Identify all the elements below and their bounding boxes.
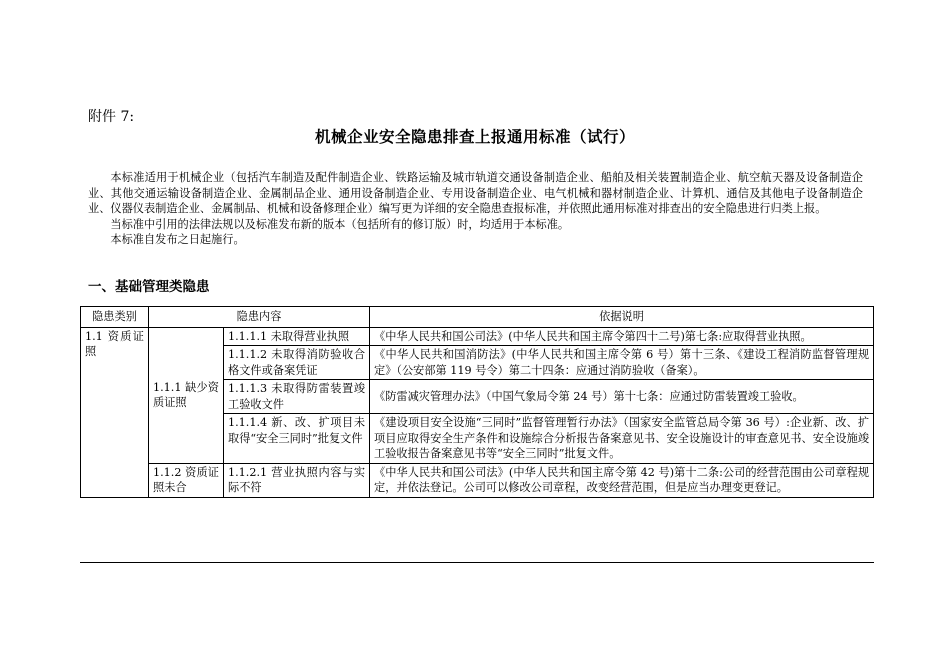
table-header-row bbox=[81, 307, 874, 328]
page-cut-mask bbox=[80, 562, 873, 672]
subcategory-cell: 1.1.1 缺少资质证照 bbox=[149, 327, 224, 463]
item-cell: 1.1.1.4 新、改、扩项目未取得“安全三同时”批复文件 bbox=[224, 414, 370, 464]
basis-cell: 《防雷减灾管理办法》（中国气象局令第 24 号）第十七条：应通过防雷装置竣工验收。 bbox=[370, 380, 874, 414]
table-row bbox=[81, 327, 874, 346]
table-bottom-border bbox=[80, 562, 874, 563]
intro-paragraph: 本标准适用于机械企业（包括汽车制造及配件制造企业、铁路运输及城市轨道交通设备制造企业、船舶及相关装置制造企业、航空航天器及设备制造企业、其他交通运输设备制造企业、金属制品企业、通用设备制造企业、专用设备制造企业、电气机械和器材制造企业、计算机、通信及其他电子设备制造企业、仪器仪表制造企业、金属制品、机械和设备修理企业）编写更为详细的安全隐患查报标准，并依照此通用标准对排查出的安全隐患进行归类上报。 bbox=[88, 171, 863, 215]
header-basis: 依据说明 bbox=[370, 307, 874, 328]
header-content: 隐患内容 bbox=[149, 307, 370, 328]
item-cell: 1.1.1.3 未取得防雷装置竣工验收文件 bbox=[224, 380, 370, 414]
document-title: 机械企业安全隐患排查上报通用标准（试行） bbox=[314, 128, 635, 146]
intro-paragraph: 本标准自发布之日起施行。 bbox=[110, 233, 245, 246]
hazard-standard-table bbox=[80, 306, 874, 498]
item-cell: 1.1.2.1 营业执照内容与实际不符 bbox=[224, 463, 370, 497]
item-cell: 1.1.1.1 未取得营业执照 bbox=[224, 327, 370, 346]
basis-cell: 《建设项目安全设施“三同时”监督管理暂行办法》（国家安全监管总局令第 36 号）:企业新、改、扩项目应取得安全生产条件和设施综合分析报告备案意见书、安全设施设计的审查意见书、安全设施竣工验收报告备案意见书等“安全三同时”批复文件。 bbox=[370, 414, 874, 464]
item-cell: 1.1.1.2 未取得消防验收合格文件或备案凭证 bbox=[224, 346, 370, 380]
category-cell: 1.1 资质证照 bbox=[81, 327, 149, 497]
basis-cell: 《中华人民共和国消防法》(中华人民共和国主席令第 6 号）第十三条、《建设工程消防监督管理规定》（公安部第 119 号令）第二十四条：应通过消防验收（备案）。 bbox=[370, 346, 874, 380]
intro-text bbox=[88, 170, 863, 248]
header-category: 隐患类别 bbox=[81, 307, 149, 328]
table-row bbox=[81, 463, 874, 497]
intro-paragraph: 当标准中引用的法律法规以及标准发布新的版本（包括所有的修订版）时，均适用于本标准。 bbox=[110, 217, 570, 231]
section-heading: 一、基础管理类隐患 bbox=[88, 279, 210, 295]
annex-label: 附件 7: bbox=[88, 109, 135, 125]
basis-cell: 《中华人民共和国公司法》(中华人民共和国主席令第 42 号)第十二条:公司的经营范围由公司章程规定，并依法登记。公司可以修改公司章程，改变经营范围，但是应当办理变更登记。 bbox=[370, 463, 874, 497]
basis-cell: 《中华人民共和国公司法》(中华人民共和国主席令第四十二号)第七条:应取得营业执照。 bbox=[370, 327, 874, 346]
subcategory-cell: 1.1.2 资质证照未合 bbox=[149, 463, 224, 497]
